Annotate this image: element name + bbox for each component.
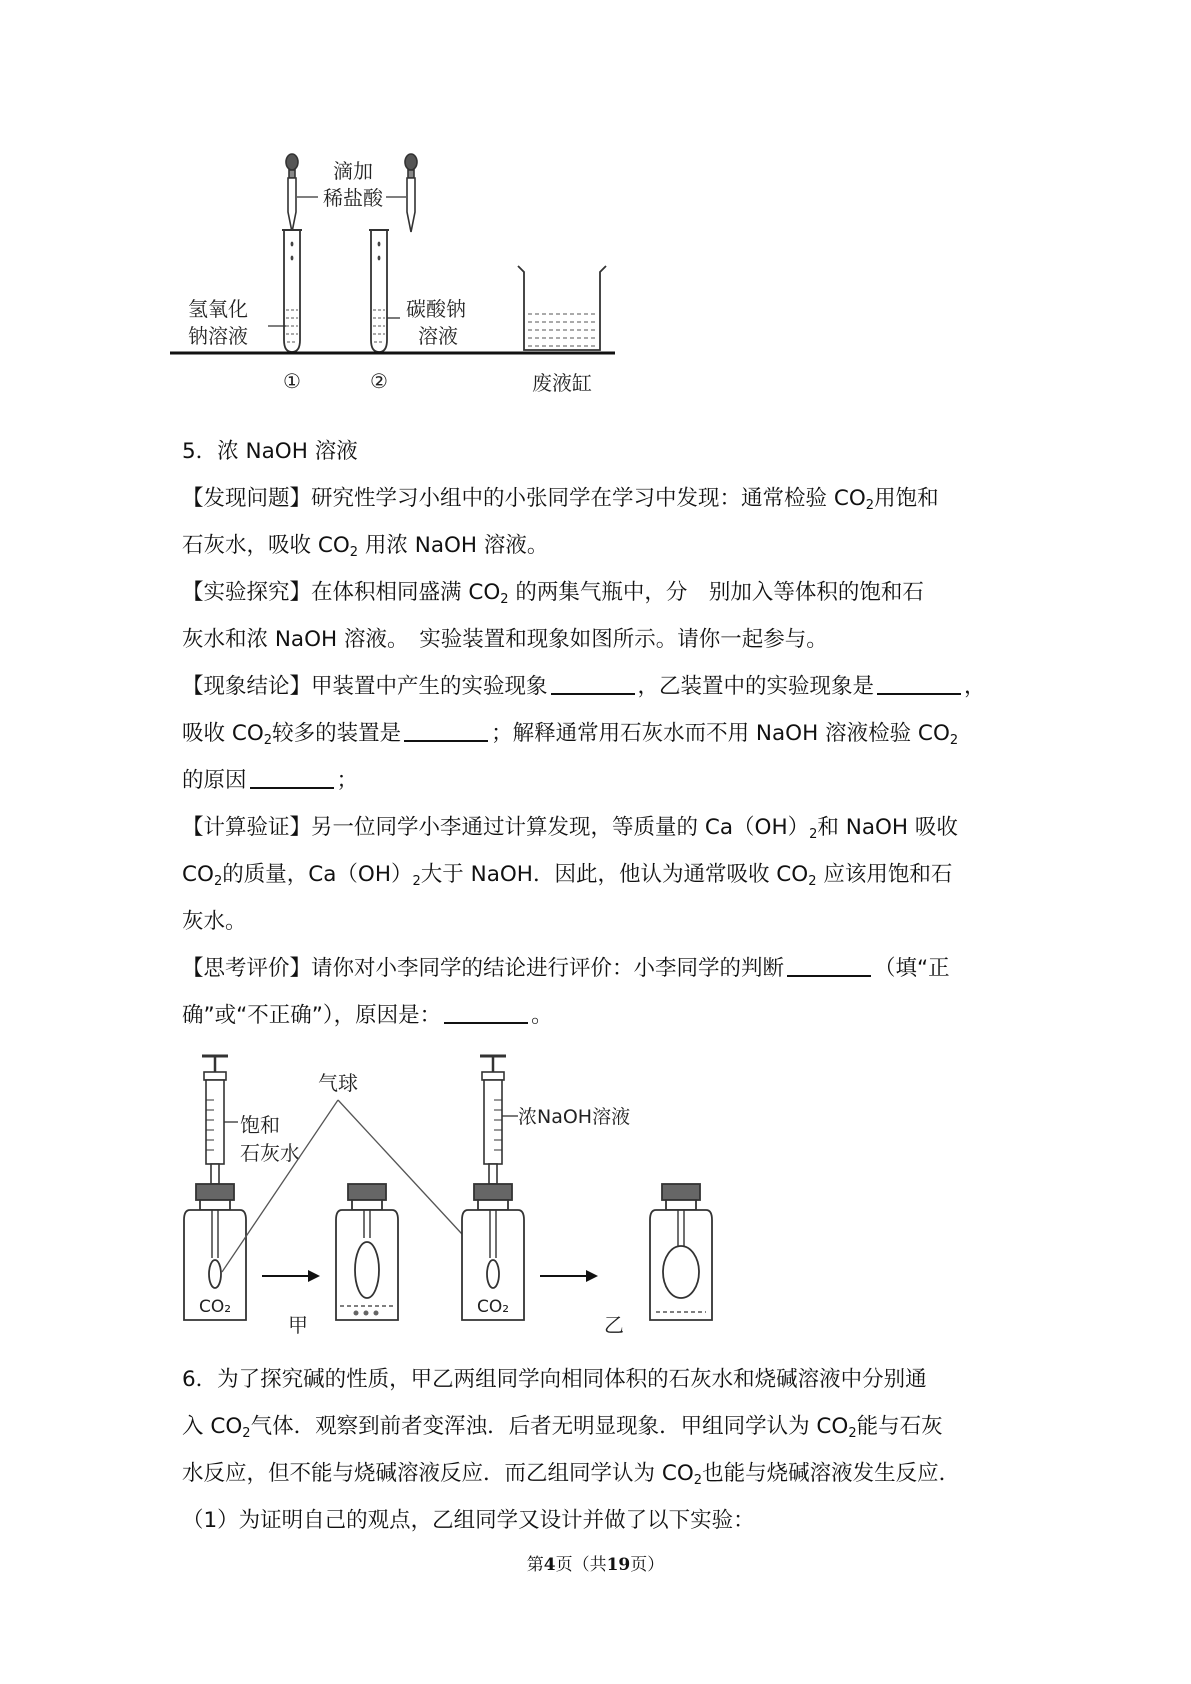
q6-line4: （1）为证明自己的观点，乙组同学又设计并做了以下实验： bbox=[182, 1508, 755, 1533]
yi-label: 乙 bbox=[604, 1313, 624, 1337]
blank-reason bbox=[250, 765, 334, 789]
beaker-label: 废液缸 bbox=[532, 371, 592, 395]
q6-line3: 水反应，但不能与烧碱溶液反应．而乙组同学认为 $CO_2$也能与烧碱溶液发生反应． bbox=[182, 1461, 961, 1488]
blank-judgement bbox=[787, 953, 871, 977]
q5-find-problem-line2: 石灰水，吸收 $CO_2$ 用浓 NaOH 溶液。 bbox=[182, 533, 549, 560]
q5-calc-line1: 【计算验证】另一位同学小李通过计算发现，等质量的 $Ca(OH)_2$和 NaOH 吸收 bbox=[182, 815, 958, 842]
tube2-label-line1: 碳酸钠 bbox=[406, 297, 466, 321]
bottle-jia-after bbox=[336, 1184, 398, 1320]
blank-yi-phenomenon bbox=[877, 671, 961, 695]
figure-test-tubes bbox=[170, 150, 670, 425]
dropper-label-line1: 滴加 bbox=[333, 159, 373, 183]
page-footer: 第4页（共19页） bbox=[526, 1555, 665, 1575]
jia-label: 甲 bbox=[288, 1313, 308, 1337]
test-tube-2 bbox=[369, 230, 389, 352]
test-tube-1 bbox=[282, 230, 302, 352]
q5-find-problem-line1: 【发现问题】研究性学习小组中的小张同学在学习中发现：通常检验 $CO_2$用饱和 bbox=[182, 486, 939, 513]
blank-eval-reason bbox=[444, 1000, 528, 1024]
question-5 bbox=[182, 428, 1022, 1039]
arrow-yi bbox=[540, 1270, 598, 1282]
q5-conclusion-line3: 的原因 ； bbox=[182, 757, 1022, 804]
q5-conclusion-line1: 【现象结论】甲装置中产生的实验现象 ，乙装置中的实验现象是 ， bbox=[182, 663, 1022, 710]
figure-gas-bottles bbox=[180, 1050, 740, 1340]
dropper-2 bbox=[405, 154, 417, 232]
naoh-label: 浓NaOH溶液 bbox=[518, 1106, 631, 1128]
q6-line2: 入 $CO_2$气体．观察到前者变浑浊．后者无明显现象．甲组同学认为 $CO_2$能与石灰 bbox=[182, 1414, 943, 1441]
page-number: 4 bbox=[543, 1555, 556, 1575]
lime-label-line2: 石灰水 bbox=[240, 1141, 300, 1165]
dropper-label-line2: 稀盐酸 bbox=[323, 186, 383, 210]
tube2-label-line2: 溶液 bbox=[418, 324, 458, 348]
q5-explore-line2: 灰水和浓 NaOH 溶液。 实验装置和现象如图所示。请你一起参与。 bbox=[182, 627, 828, 652]
q5-explore-line1: 【实验探究】在体积相同盛满 $CO_2$ 的两集气瓶中，分 别加入等体积的饱和石 bbox=[182, 580, 924, 607]
syringe-lime-water bbox=[202, 1056, 228, 1184]
q6-line1: 6．为了探究碱的性质，甲乙两组同学向相同体积的石灰水和烧碱溶液中分别通 bbox=[182, 1367, 927, 1392]
page-total: 19 bbox=[606, 1555, 631, 1575]
q5-calc-line2: $CO_2$的质量，$Ca(OH)_2$大于 NaOH．因此，他认为通常吸收 $CO_2$ 应该用饱和石 bbox=[182, 862, 953, 889]
dropper-1 bbox=[286, 154, 298, 232]
blank-jia-phenomenon bbox=[551, 671, 635, 695]
q5-eval-line2: 确”或“不正确”），原因是： 。 bbox=[182, 992, 1022, 1039]
question-6 bbox=[182, 1356, 1022, 1544]
q5-title: 5．浓 NaOH 溶液 bbox=[182, 439, 358, 464]
blank-more-absorb bbox=[404, 718, 488, 742]
syringe-naoh bbox=[480, 1056, 506, 1184]
tube1-label-line2: 钠溶液 bbox=[188, 324, 248, 348]
tube2-number: ② bbox=[370, 369, 388, 393]
q5-calc-line3: 灰水。 bbox=[182, 909, 247, 934]
balloon-label: 气球 bbox=[318, 1071, 358, 1095]
q5-conclusion-line2: 吸收 $CO_2$较多的装置是 ；解释通常用石灰水而不用 NaOH 溶液检验 $CO_2$ bbox=[182, 710, 1022, 757]
arrow-jia bbox=[262, 1270, 320, 1282]
co2-label-jia: CO₂ bbox=[198, 1297, 232, 1317]
tube1-label-line1: 氢氧化 bbox=[188, 297, 248, 321]
tube1-number: ① bbox=[283, 369, 301, 393]
q5-eval-line1: 【思考评价】请你对小李同学的结论进行评价：小李同学的判断 （填“正 bbox=[182, 945, 1022, 992]
waste-beaker bbox=[518, 266, 606, 350]
bottle-yi-after bbox=[650, 1184, 712, 1320]
lime-label-line1: 饱和 bbox=[240, 1113, 280, 1137]
co2-label-yi: CO₂ bbox=[476, 1297, 510, 1317]
